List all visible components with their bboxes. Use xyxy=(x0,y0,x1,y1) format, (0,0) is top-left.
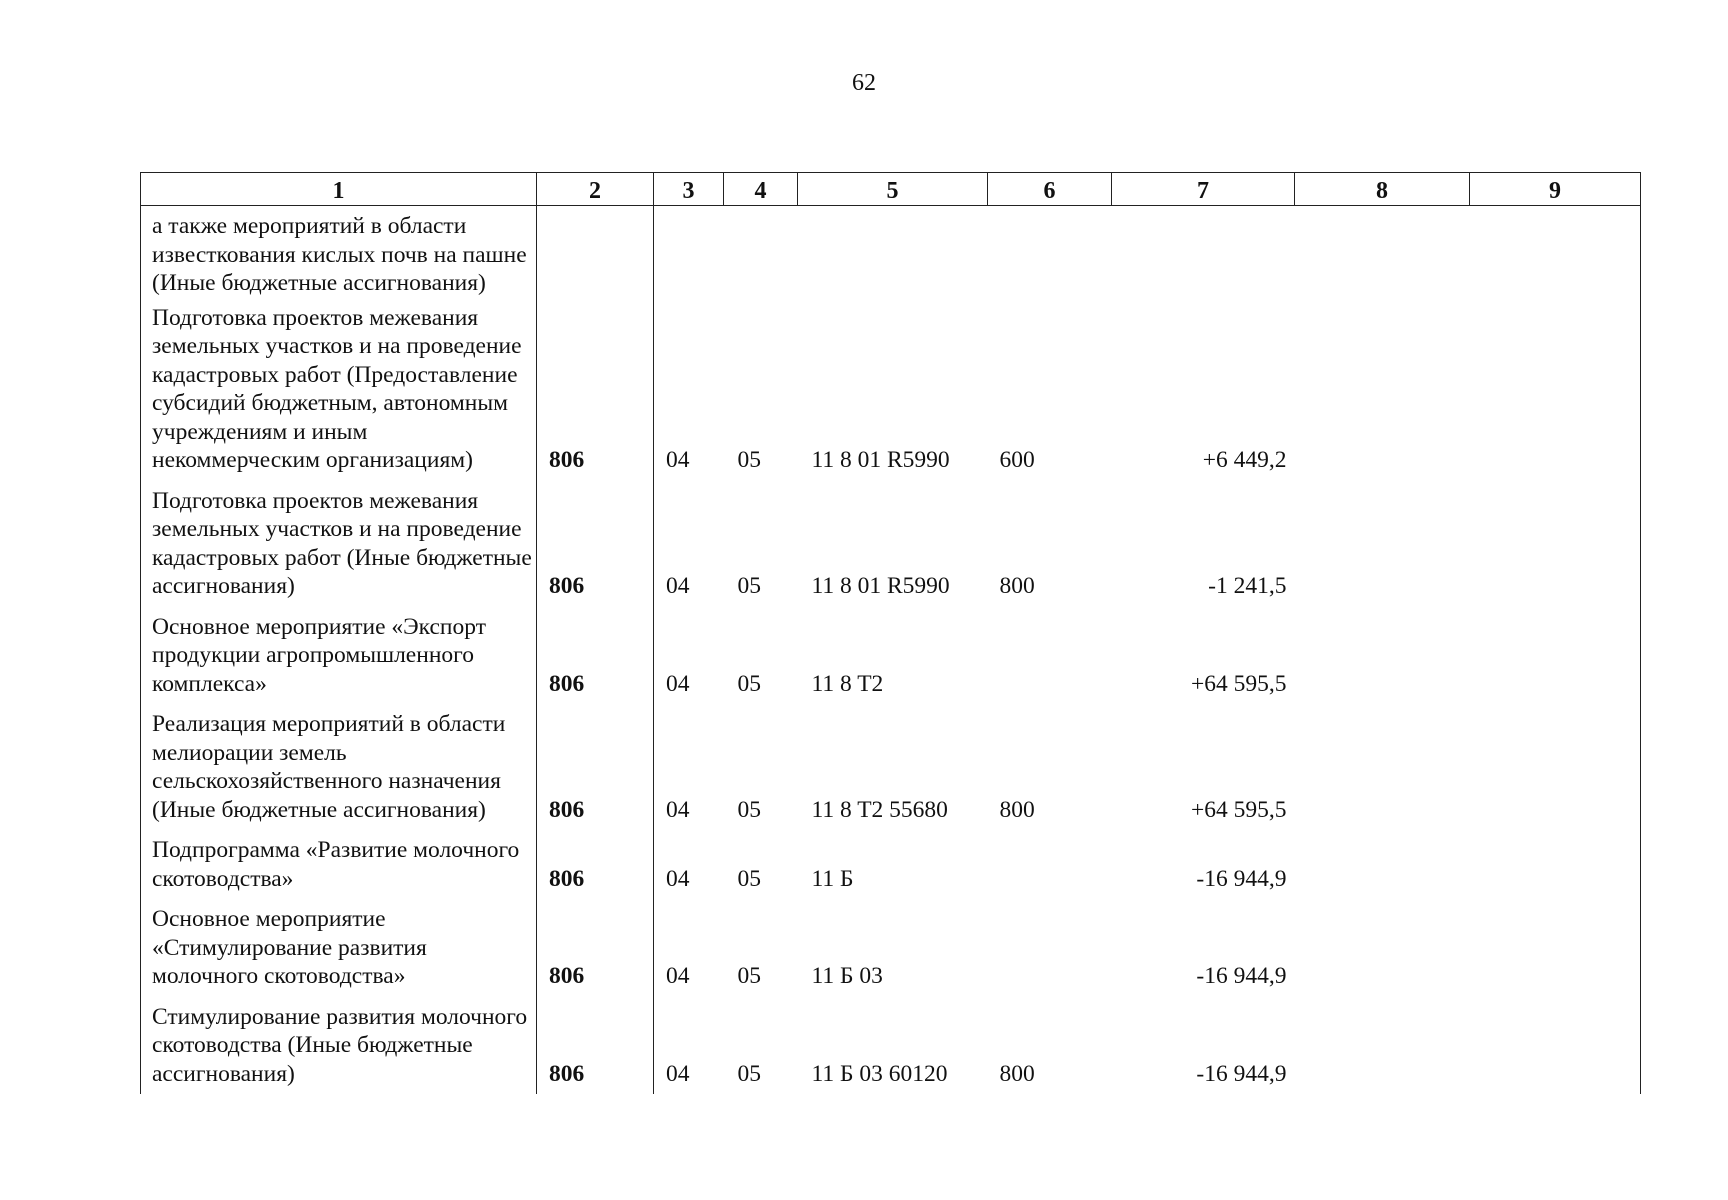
header-row xyxy=(141,173,1641,206)
table-row xyxy=(141,298,1641,481)
row-amount: -16 944,9 xyxy=(1196,865,1287,892)
row-subsection: 05 xyxy=(737,865,761,892)
row-target-code: 11 Б xyxy=(811,865,854,892)
row-expense-kind: 800 xyxy=(999,796,1035,823)
row-section xyxy=(654,206,724,298)
row-target-code: 11 8 01 R5990 xyxy=(811,573,950,599)
header-col-7: 7 xyxy=(1112,173,1295,206)
row-col-9 xyxy=(1470,206,1641,298)
budget-table xyxy=(140,172,1641,1094)
row-amount: +64 595,5 xyxy=(1190,670,1287,697)
row-col-8 xyxy=(1295,481,1470,607)
row-col-8 xyxy=(1295,206,1470,298)
row-admin-code: 806 xyxy=(537,298,654,481)
row-amount: -1 241,5 xyxy=(1208,573,1287,599)
row-col-9 xyxy=(1470,704,1641,830)
row-subsection: 05 xyxy=(737,1060,761,1087)
header-col-4: 4 xyxy=(724,173,798,206)
header-col-9: 9 xyxy=(1470,173,1641,206)
row-section: 04 xyxy=(654,298,724,481)
row-section: 04 xyxy=(654,704,724,830)
row-name: Подготовка проектов межевания земельных участков и на проведение кадастровых работ (Иные бюджетные ассигнования) xyxy=(141,481,537,607)
table-row xyxy=(141,607,1641,705)
row-col-8 xyxy=(1295,704,1470,830)
row-col-9 xyxy=(1470,830,1641,899)
table-row xyxy=(141,997,1641,1095)
row-target-code: 11 8 T2 xyxy=(811,670,884,697)
row-admin-code: 806 xyxy=(537,481,654,607)
row-target-code: 11 Б 03 xyxy=(811,963,883,989)
row-name: Подпрограмма «Развитие молочного скотоводства» xyxy=(141,830,537,899)
row-section: 04 xyxy=(654,481,724,607)
row-amount: -16 944,9 xyxy=(1196,963,1287,989)
row-target-code xyxy=(798,206,988,298)
row-col-9 xyxy=(1470,899,1641,997)
row-admin-code: 806 xyxy=(537,607,654,705)
row-col-9 xyxy=(1470,481,1641,607)
row-subsection: 05 xyxy=(737,573,761,599)
row-subsection: 05 xyxy=(737,447,761,473)
row-expense-kind xyxy=(988,830,1112,899)
row-section: 04 xyxy=(654,830,724,899)
row-amount: +64 595,5 xyxy=(1190,796,1287,823)
row-col-8 xyxy=(1295,607,1470,705)
page-number: 62 xyxy=(852,70,876,96)
row-target-code: 11 Б 03 60120 xyxy=(811,1060,948,1087)
row-expense-kind xyxy=(988,607,1112,705)
table-row xyxy=(141,899,1641,997)
row-col-9 xyxy=(1470,997,1641,1095)
row-name: Подготовка проектов межевания земельных участков и на проведение кадастровых работ (Предоставление субсидий бюджетным, автономным учреждениям и иным некоммерческим организациям) xyxy=(141,298,537,481)
row-col-8 xyxy=(1295,997,1470,1095)
table-row xyxy=(141,481,1641,607)
row-expense-kind: 600 xyxy=(999,447,1035,473)
table-row xyxy=(141,830,1641,899)
row-name: Реализация мероприятий в области мелиорации земель сельскохозяйственного назначения (Иные бюджетные ассигнования) xyxy=(141,704,537,830)
row-subsection: 05 xyxy=(737,796,761,823)
row-amount: +6 449,2 xyxy=(1202,447,1287,473)
row-expense-kind: 800 xyxy=(999,1060,1035,1087)
row-admin-code xyxy=(537,206,654,298)
header-col-2: 2 xyxy=(537,173,654,206)
header-col-3: 3 xyxy=(654,173,724,206)
row-admin-code: 806 xyxy=(537,830,654,899)
header-col-8: 8 xyxy=(1295,173,1470,206)
row-section: 04 xyxy=(654,997,724,1095)
header-col-1: 1 xyxy=(141,173,537,206)
row-admin-code: 806 xyxy=(537,997,654,1095)
row-name: Стимулирование развития молочного скотоводства (Иные бюджетные ассигнования) xyxy=(141,997,537,1095)
row-amount: -16 944,9 xyxy=(1196,1060,1287,1087)
row-name: Основное мероприятие «Стимулирование развития молочного скотоводства» xyxy=(141,899,537,997)
row-expense-kind xyxy=(988,206,1112,298)
row-subsection: 05 xyxy=(737,963,761,989)
header-col-5: 5 xyxy=(798,173,988,206)
table-row xyxy=(141,206,1641,298)
row-section: 04 xyxy=(654,899,724,997)
row-col-9 xyxy=(1470,298,1641,481)
table-row xyxy=(141,704,1641,830)
row-col-8 xyxy=(1295,830,1470,899)
row-admin-code: 806 xyxy=(537,704,654,830)
row-subsection: 05 xyxy=(737,670,761,697)
row-expense-kind xyxy=(988,899,1112,997)
row-target-code: 11 8 T2 55680 xyxy=(811,796,948,823)
header-col-6: 6 xyxy=(988,173,1112,206)
row-name: Основное мероприятие «Экспорт продукции агропромышленного комплекса» xyxy=(141,607,537,705)
row-col-8 xyxy=(1295,298,1470,481)
row-amount xyxy=(1112,206,1295,298)
row-admin-code: 806 xyxy=(537,899,654,997)
row-name: а также мероприятий в области известкования кислых почв на пашне (Иные бюджетные ассигнования) xyxy=(141,206,537,298)
row-col-9 xyxy=(1470,607,1641,705)
row-section: 04 xyxy=(654,607,724,705)
row-target-code: 11 8 01 R5990 xyxy=(811,447,950,473)
row-subsection xyxy=(724,206,798,298)
row-col-8 xyxy=(1295,899,1470,997)
row-expense-kind: 800 xyxy=(999,573,1035,599)
